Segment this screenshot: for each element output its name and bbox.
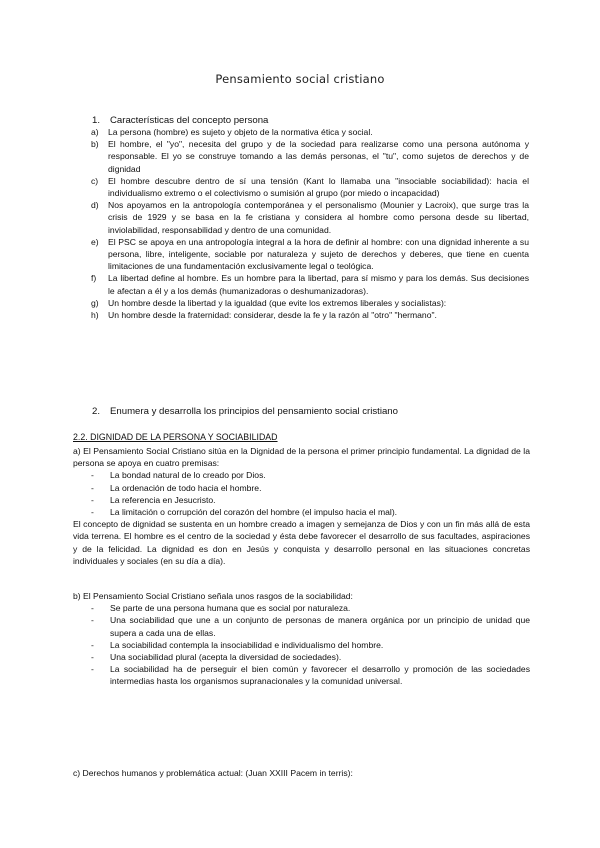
list-marker: g): [91, 297, 99, 308]
section-1-heading: [92, 115, 268, 126]
list-item: [91, 236, 529, 273]
list-item: [91, 309, 529, 321]
paragraph-dignity: El concepto de dignidad se sustenta en un hombre creado a imagen y semejanza de Dios y con un fin más allá de esta vida terrena. El hombre es el centro de la sociedad y ésta debe favorecer el desarrollo de sus facultades, aspiraciones y de la felicidad. La dignidad es don en Jesús y conquista y desarrollo personal en las situaciones concretas individuales y sociales (en su día a día).: [73, 519, 530, 566]
dash-marker: -: [91, 482, 94, 493]
list-item-text: El hombre descubre dentro de sí una tensión (Kant lo llamaba una "insociable sociabilidad): hacia el individualismo extremo o el colectivismo o sumisión al grupo (por miedo o incapacidad): [108, 175, 529, 199]
dash-marker: -: [91, 639, 94, 650]
list-marker: d): [91, 200, 99, 211]
dash-marker: -: [91, 664, 94, 675]
list-item-text: Una sociabilidad plural (acepta la diversidad de sociedades).: [110, 652, 342, 663]
paragraph-a-intro: a) El Pensamiento Social Cristiano sitúa en la Dignidad de la persona el primer principio fundamental. La dignidad de la persona se apoya en cuatro premisas:: [73, 446, 530, 469]
list-item: [73, 494, 530, 506]
section-2-heading-text: Enumera y desarrolla los principios del pensamiento social cristiano: [110, 406, 398, 417]
paragraph-c-intro: c) Derechos humanos y problemática actual: (Juan XXIII Pacem in terris):: [73, 768, 353, 778]
list-item-text: La referencia en Jesucristo.: [110, 494, 216, 505]
list-item: [73, 469, 530, 481]
list-item: [73, 639, 530, 651]
list-item-text: El PSC se apoya en una antropología integral a la hora de definir al hombre: con una dignidad inherente a su persona, libre, inteligente, sociable por naturaleza y sujeto de derechos y deberes, que tiene en cuenta limitaciones de una fundamentación exclusivamente legal o teológica.: [108, 236, 529, 272]
list-item-text: Una sociabilidad que une a un conjunto de personas de manera orgánica por un principio de unidad que supera a cada una de ellas.: [110, 615, 530, 638]
list-item: [73, 651, 530, 663]
dash-marker: -: [91, 615, 94, 626]
list-item-text: La sociabilidad ha de perseguir el bien común y favorecer el desarrollo y promoción de las sociedades intermedias hasta los organismos supranacionales y la comunidad universal.: [110, 664, 530, 687]
list-item-text: El hombre, el "yo", necesita del grupo y de la sociedad para realizarse como una persona autónoma y responsable. El yo se construye tomando a las demás personas, el "tu", como sujetos de derechos y de dignidad: [108, 139, 529, 174]
list-item-text: La ordenación de todo hacia el hombre.: [110, 482, 262, 493]
list-item: [73, 482, 530, 494]
list-item-text: Nos apoyamos en la antropología contemporánea y el personalismo (Mounier y Lacroix), que surge tras la crisis de 1929 y se basa en la fe cristiana y considera al hombre como persona desde su libertad, inviolabilidad, responsabilidad y dentro de una comunidad.: [108, 200, 529, 235]
dash-marker: -: [91, 470, 94, 481]
dash-marker: -: [91, 603, 94, 614]
section-2-heading: [92, 406, 398, 417]
list-marker: b): [91, 139, 99, 150]
list-marker: a): [91, 127, 99, 137]
document-title: Pensamiento social cristiano: [215, 72, 385, 86]
list-item-text: La bondad natural de lo creado por Dios.: [110, 470, 266, 481]
list-item-text: La persona (hombre) es sujeto y objeto de la normativa ética y social.: [108, 127, 373, 137]
list-item-text: Se parte de una persona humana que es social por naturaleza.: [110, 603, 351, 614]
list-item-text: La libertad define al hombre. Es un hombre para la libertad, para sí mismo y para los demás. Sus decisiones le afectan a él y a los demás (humanizadoras o deshumanizadoras).: [108, 273, 529, 296]
list-item-text: Un hombre desde la fraternidad: considerar, desde la fe y la razón al "otro" "hermano".: [108, 310, 437, 321]
list-item-text: Un hombre desde la libertad y la igualdad (que evite los extremos liberales y socialistas):: [108, 297, 447, 308]
list-item: [91, 126, 529, 138]
list-marker: f): [91, 273, 97, 284]
list-item: [91, 297, 529, 309]
list-item: [73, 614, 530, 638]
dash-marker: -: [91, 494, 94, 505]
section-1-number: 1.: [92, 115, 101, 126]
list-item: [91, 272, 529, 296]
list-item: [73, 663, 530, 687]
subsection-b: [73, 590, 530, 688]
list-item-text: La limitación o corrupción del corazón del hombre (el impulso hacia el mal).: [110, 507, 398, 518]
dash-marker: -: [91, 507, 94, 518]
section-1-heading-text: Características del concepto persona: [110, 115, 269, 126]
list-item-text: La sociabilidad contempla la insociabilidad e individualismo del hombre.: [110, 639, 384, 650]
list-item: [91, 199, 529, 236]
subsection-c: [73, 767, 530, 779]
subsection-title: 2.2. DIGNIDAD DE LA PERSONA Y SOCIABILIDAD: [73, 432, 278, 442]
dash-marker: -: [91, 652, 94, 663]
section-1-list: [91, 126, 529, 321]
section-2-number: 2.: [92, 406, 101, 417]
list-marker: c): [91, 175, 99, 186]
subsection-a: [73, 445, 530, 567]
list-item: [73, 602, 530, 614]
list-item: [91, 175, 529, 199]
list-marker: h): [91, 310, 99, 321]
paragraph-b-intro: b) El Pensamiento Social Cristiano señala unos rasgos de la sociabilidad:: [73, 591, 353, 601]
list-marker: e): [91, 236, 99, 247]
list-item: [73, 506, 530, 518]
list-item: [91, 138, 529, 175]
